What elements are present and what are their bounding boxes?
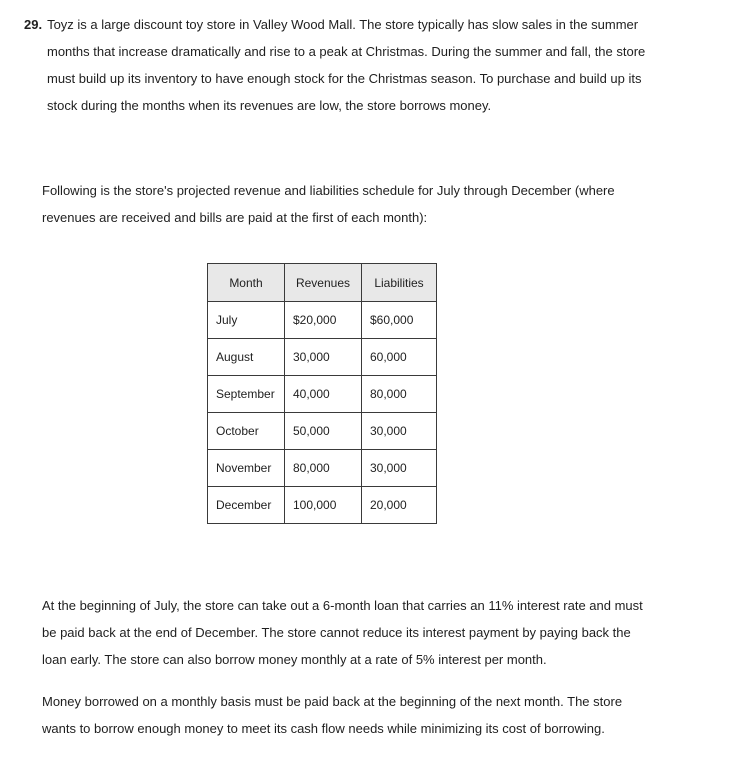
- header-month: Month: [208, 264, 285, 302]
- month-cell: September: [208, 376, 285, 413]
- table-row: [208, 487, 437, 524]
- intro-paragraph: Following is the store's projected revenue and liabilities schedule for July through December (where revenues are received and bills are paid at the first of each month):: [42, 183, 615, 225]
- liability-cell: 20,000: [362, 487, 437, 524]
- revenue-cell: $20,000: [285, 302, 362, 339]
- monthly-borrowing-paragraph: Money borrowed on a monthly basis must be paid back at the beginning of the next month. The store wants to borrow enough money to meet its cash flow needs while minimizing its cost of borrowing.: [42, 694, 623, 736]
- revenue-cell: 100,000: [285, 487, 362, 524]
- revenue-cell: 30,000: [285, 339, 362, 376]
- problem-statement: [24, 11, 667, 119]
- table-row: [208, 450, 437, 487]
- month-cell: August: [208, 339, 285, 376]
- table-row: [208, 302, 437, 339]
- liability-cell: 30,000: [362, 413, 437, 450]
- problem-text: Toyz is a large discount toy store in Valley Wood Mall. The store typically has slow sales in the summer months that increase dramatically and rise to a peak at Christmas. During the summer and fall, the store must build up its inventory to have enough stock for the Christmas season. To purchase and build up its stock during the months when its revenues are low, the store borrows money.: [47, 17, 646, 113]
- month-cell: July: [208, 302, 285, 339]
- header-liabilities: Liabilities: [362, 264, 437, 302]
- table-header-row: [208, 264, 437, 302]
- month-cell: October: [208, 413, 285, 450]
- month-cell: November: [208, 450, 285, 487]
- table-row: [208, 339, 437, 376]
- table-row: [208, 376, 437, 413]
- liability-cell: 80,000: [362, 376, 437, 413]
- liability-cell: 60,000: [362, 339, 437, 376]
- problem-number: 29.: [24, 17, 43, 32]
- revenue-cell: 50,000: [285, 413, 362, 450]
- liability-cell: 30,000: [362, 450, 437, 487]
- month-cell: December: [208, 487, 285, 524]
- revenue-liabilities-table: [207, 263, 437, 524]
- liability-cell: $60,000: [362, 302, 437, 339]
- loan-paragraph: At the beginning of July, the store can take out a 6-month loan that carries an 11% interest rate and must be paid back at the end of December. The store cannot reduce its interest payment by paying back the loan early. The store can also borrow money monthly at a rate of 5% interest per month.: [42, 598, 643, 667]
- revenue-cell: 80,000: [285, 450, 362, 487]
- revenue-cell: 40,000: [285, 376, 362, 413]
- header-revenues: Revenues: [285, 264, 362, 302]
- table-row: [208, 413, 437, 450]
